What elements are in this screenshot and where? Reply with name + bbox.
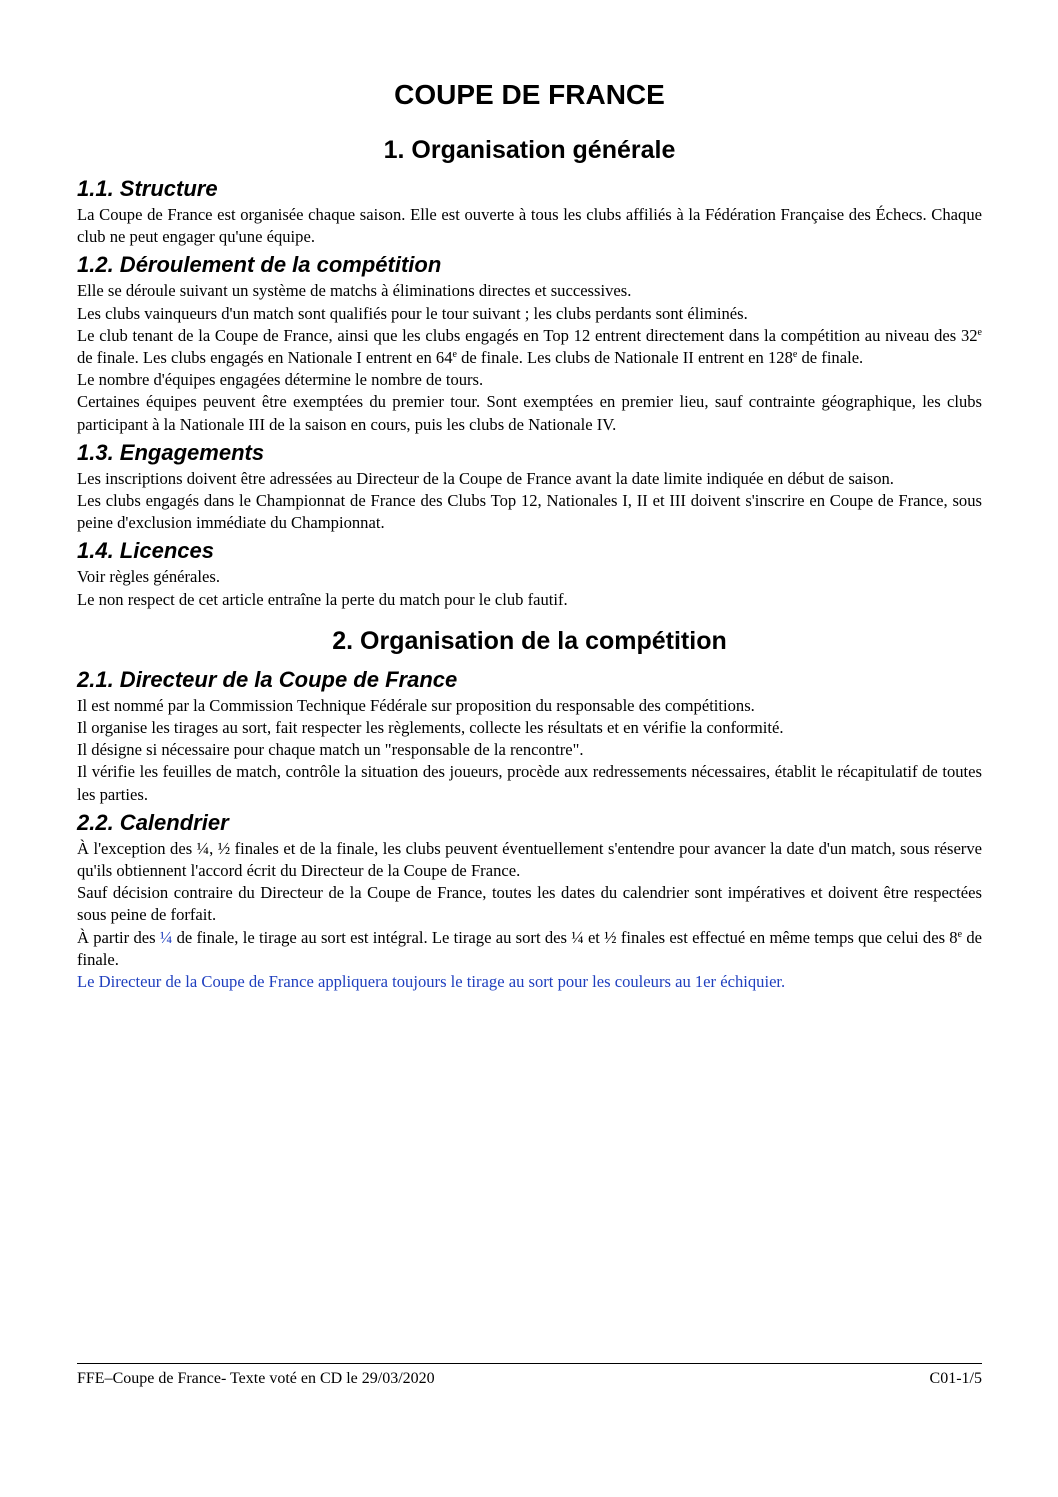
section-1-3-paragraph-1: Les inscriptions doivent être adressées au Directeur de la Coupe de France avant la date limite indiquée en début de saison.	[77, 468, 894, 488]
superscript-e: e	[792, 349, 798, 361]
section-1-2-paragraph-3	[77, 325, 982, 369]
footer-page-number: C01-1/5	[929, 1370, 982, 1387]
section-1-4-heading: 1.4. Licences	[77, 538, 214, 564]
quarter-fraction-highlight: ¼	[159, 927, 173, 947]
superscript-e: e	[957, 928, 963, 940]
section-1-2-paragraph-5: Certaines équipes peuvent être exemptées du premier tour. Sont exemptées en premier lieu, sauf contrainte géographique, les clubs participant à la Nationale III de la saison en cours, puis les clubs de Nationale IV.	[77, 392, 982, 434]
section-2-1	[77, 665, 982, 806]
section-1-1	[77, 174, 982, 248]
page-footer	[77, 1363, 982, 1388]
section-2-2-paragraph-1: À l'exception des ¼, ½ finales et de la finale, les clubs peuvent éventuellement s'entendre pour avancer la date d'un match, sous réserve qu'ils obtiennent l'accord écrit du Directeur de la Coupe de France.	[77, 838, 982, 881]
section-1-1-heading: 1.1. Structure	[77, 176, 218, 201]
section-1-2-paragraph-2: Les clubs vainqueurs d'un match sont qualifiés pour le tour suivant ; les clubs perdants sont éliminés.	[77, 303, 748, 323]
section-1-4-paragraph-1: Voir règles générales.	[77, 567, 220, 587]
footer-left-text: FFE–Coupe de France- Texte voté en CD le 29/03/2020	[77, 1370, 435, 1387]
section-2-2	[77, 808, 982, 993]
text-fragment: Le club tenant de la Coupe de France, ainsi que les clubs engagés en Top 12 entrent directement dans la compétition au niveau des 32	[77, 325, 978, 345]
chapter-1-heading: 1. Organisation générale	[383, 136, 676, 164]
superscript-e: e	[452, 349, 457, 361]
section-1-1-paragraph: La Coupe de France est organisée chaque saison. Elle est ouverte à tous les clubs affiliés à la Fédération Française des Échecs. Chaque club ne peut engager qu'une équipe.	[77, 205, 982, 247]
section-1-3-paragraph-2: Les clubs engagés dans le Championnat de France des Clubs Top 12, Nationales I, II et III doivent s'inscrire en Coupe de France, sous peine d'exclusion immédiate du Championnat.	[77, 491, 982, 533]
section-2-2-paragraph-3	[77, 927, 982, 971]
section-2-1-paragraph-1: Il est nommé par la Commission Technique Fédérale sur proposition du responsable des compétitions.	[77, 695, 755, 715]
section-2-2-paragraph-2: Sauf décision contraire du Directeur de la Coupe de France, toutes les dates du calendrier sont impératives et doivent être respectées sous peine de forfait.	[77, 883, 982, 925]
section-1-2	[77, 250, 982, 435]
section-1-3-heading: 1.3. Engagements	[77, 439, 265, 465]
document-title: COUPE DE FRANCE	[394, 79, 665, 110]
text-fragment: de finale. Les clubs engagés en Nationale I entrent en 64	[77, 348, 453, 368]
text-fragment: de finale. Les clubs de Nationale II entrent en 128	[456, 348, 793, 368]
text-fragment: À partir des	[77, 927, 160, 947]
text-fragment: de finale.	[77, 927, 982, 969]
section-2-1-paragraph-3: Il désigne si nécessaire pour chaque match un "responsable de la rencontre".	[77, 740, 584, 760]
section-2-1-paragraph-2: Il organise les tirages au sort, fait respecter les règlements, collecte les résultats et en vérifie la conformité.	[77, 718, 784, 738]
section-2-2-heading: 2.2. Calendrier	[77, 809, 229, 835]
section-2-1-paragraph-4: Il vérifie les feuilles de match, contrôle la situation des joueurs, procède aux redressements nécessaires, établit le récapitulatif de toutes les parties.	[77, 762, 982, 804]
section-1-4-paragraph-2: Le non respect de cet article entraîne la perte du match pour le club fautif.	[77, 589, 568, 609]
document-page	[77, 78, 982, 995]
superscript-e: e	[977, 326, 982, 338]
section-1-3	[77, 438, 982, 535]
section-1-2-paragraph-1: Elle se déroule suivant un système de matchs à éliminations directes et successives.	[77, 281, 632, 301]
section-1-2-heading: 1.2. Déroulement de la compétition	[77, 252, 442, 278]
section-1-4	[77, 536, 982, 610]
section-2-1-heading: 2.1. Directeur de la Coupe de France	[77, 666, 458, 692]
section-1-2-paragraph-4: Le nombre d'équipes engagées détermine le nombre de tours.	[77, 370, 484, 390]
chapter-2-heading: 2. Organisation de la compétition	[332, 626, 727, 655]
text-fragment: de finale.	[797, 348, 864, 368]
text-fragment: de finale, le tirage au sort est intégral. Le tirage au sort des ¼ et ½ finales est effectué en même temps que celui des 8	[172, 927, 958, 947]
section-2-2-paragraph-4-highlight: Le Directeur de la Coupe de France appliquera toujours le tirage au sort pour les couleurs au 1er échiquier.	[77, 972, 786, 992]
